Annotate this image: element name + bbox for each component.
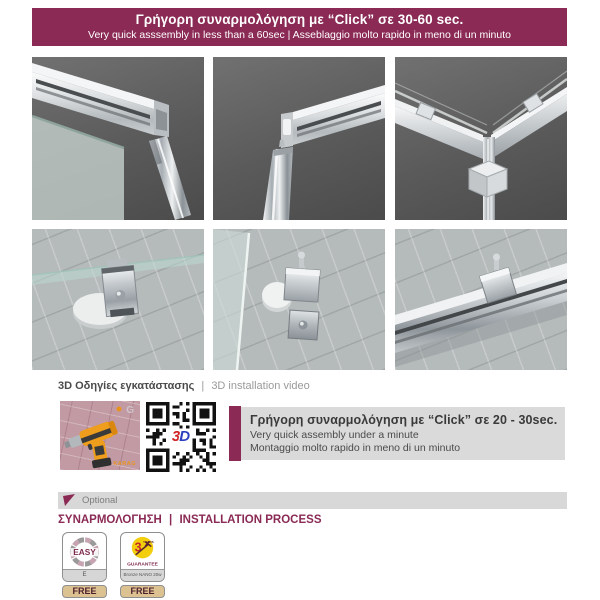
guarantee-badge-strip: Bronze NANO 20w (121, 569, 164, 581)
gallery-image-clamp-connector (213, 229, 385, 370)
info-accent-bar (229, 406, 241, 461)
brand-logo: KARAG (113, 461, 136, 467)
watermark-g-logo: G (126, 405, 134, 416)
easy-logo-text: EASY (73, 548, 96, 558)
drill-video-thumbnail (60, 401, 140, 470)
installation-video-caption (58, 380, 310, 392)
flag-icon (63, 494, 76, 507)
guarantee-years: YEARS (142, 540, 154, 545)
info-box-line-en: Very quick assembly under a minute (250, 428, 419, 441)
video-caption-separator: | (201, 380, 205, 392)
process-title-greek: ΣΥΝΑΡΜΟΛΟΓΗΣΗ (58, 514, 162, 526)
process-title-english: INSTALLATION PROCESS (179, 514, 322, 526)
gallery-image-corner-joint (395, 57, 567, 220)
easy-badge-strip: E (63, 569, 106, 581)
quick-assembly-info-box (241, 407, 565, 460)
header-banner (32, 8, 567, 46)
glass-clamp-connector-illustration (213, 229, 385, 370)
gallery-image-rail-profile-joint (213, 57, 385, 220)
video-caption-english: 3D installation video (211, 380, 310, 392)
optional-section-bar (58, 492, 567, 509)
guarantee-logo (121, 534, 164, 570)
guarantee-badge (120, 532, 165, 582)
guarantee-label: GUARANTEE (127, 562, 158, 568)
three-years-guarantee-icon (121, 534, 164, 570)
drill-illustration (60, 401, 140, 470)
qr-code (145, 402, 217, 472)
info-box-title: Γρήγορη συναρμολόγηση με “Click” σε 20 - 30sec. (250, 413, 558, 427)
easy-assembly-badge (62, 532, 107, 582)
guarantee-number: 3 (134, 540, 142, 555)
guarantee-free-label: FREE (120, 585, 165, 598)
optional-label: Optional (82, 495, 118, 506)
process-title-separator: | (169, 514, 173, 526)
gallery-image-top-rail (32, 57, 204, 220)
header-title: Γρήγορη συναρμολόγηση με “Click” σε 30-60 sec. (135, 12, 464, 27)
video-caption-greek: 3D Οδηγίες εγκατάστασης (58, 380, 195, 392)
top-rail-and-wall-profile-illustration (32, 57, 204, 220)
easy-logo (63, 534, 106, 570)
frame-corner-joint-illustration (395, 57, 567, 220)
gallery-image-clamp-top-view (32, 229, 204, 370)
brand-dot-icon (117, 407, 122, 412)
gallery-image-rail-roller (395, 229, 567, 370)
header-subtitle: Very quick asssembly in less than a 60sec | Asseblaggio molto rapido in meno di un minuto (88, 29, 511, 41)
installation-process-title (58, 514, 322, 526)
easy-free-label: FREE (62, 585, 107, 598)
qr-3d-logo (172, 429, 190, 444)
qr-3d-logo-digit: 3 (171, 427, 181, 445)
info-box-line-it: Montaggio molto rapido in meno di un minuto (250, 442, 461, 454)
rail-roller-clamp-illustration (395, 229, 567, 370)
rail-meets-wall-profile-illustration (213, 57, 385, 220)
qr-3d-logo-letter: D (179, 427, 191, 445)
glass-clamp-top-view-illustration (32, 229, 204, 370)
easy-arrows-circle-icon (63, 534, 106, 570)
